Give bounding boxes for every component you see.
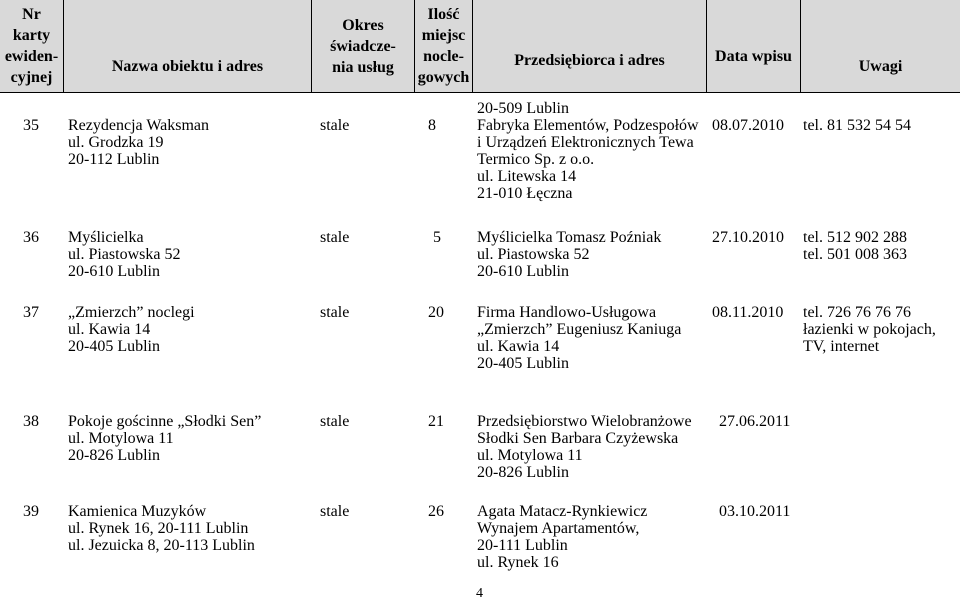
- object-address-line: ul. Piastowska 52: [68, 246, 181, 263]
- row-39-date: 03.10.2011: [719, 503, 791, 520]
- row-38-name: [68, 413, 261, 464]
- header-notes: Uwagi: [858, 58, 903, 75]
- entrepreneur-line: ul. Kawia 14: [477, 338, 560, 355]
- entrepreneur-line: Myślicielka Tomasz Poźniak: [477, 229, 662, 246]
- object-address-line: ul. Rynek 16, 20-111 Lublin: [68, 520, 249, 537]
- column-divider: [800, 0, 801, 92]
- header-entry-date: Data wpisu: [715, 48, 792, 65]
- entrepreneur-line: Agata Matacz-Rynkiewicz: [477, 503, 648, 520]
- row-36-entrepreneur: [477, 229, 661, 280]
- row-39-entrepreneur: [477, 503, 647, 571]
- row-37-date: 08.11.2010: [712, 304, 784, 321]
- row-37-entrepreneur: [477, 304, 681, 372]
- row-36-name: [68, 229, 180, 280]
- object-address-line: 20-826 Lublin: [68, 447, 160, 464]
- header-beds-line: miejsc: [421, 27, 466, 44]
- notes-line: tel. 512 902 288: [803, 229, 907, 246]
- row-36-beds: 5: [433, 229, 441, 246]
- entrepreneur-line: ul. Rynek 16: [477, 554, 559, 571]
- notes-line: TV, internet: [803, 338, 880, 355]
- header-card-no-line: cyjnej: [10, 69, 53, 86]
- row-36-no: 36: [23, 229, 39, 246]
- entrepreneur-line: Wynajem Apartamentów,: [477, 520, 640, 537]
- object-address-line: ul. Grodzka 19: [68, 134, 164, 151]
- object-address-line: 20-405 Lublin: [68, 338, 160, 355]
- notes-line: tel. 501 008 363: [803, 246, 907, 263]
- object-address-line: ul. Kawia 14: [68, 321, 151, 338]
- table-header: [0, 0, 960, 92]
- entrepreneur-line: Przedsiębiorstwo Wielobranżowe: [477, 413, 692, 430]
- object-address-line: 20-112 Lublin: [68, 151, 160, 168]
- entrepreneur-line: Termico Sp. z o.o.: [477, 151, 595, 168]
- header-beds-line: nocle-: [423, 48, 464, 65]
- header-beds-line: gowych: [417, 69, 470, 86]
- header-card-no-line: Nr: [22, 6, 41, 23]
- header-beds-line: Ilość: [427, 6, 460, 23]
- entrepreneur-line: 20-610 Lublin: [477, 263, 569, 280]
- object-name: Pokoje gościnne „Słodki Sen”: [68, 413, 262, 430]
- row-38-entrepreneur: [477, 413, 692, 481]
- row-39-period: stale: [320, 503, 350, 520]
- entrepreneur-line: ul. Piastowska 52: [477, 246, 590, 263]
- entrepreneur-line: 20-111 Lublin: [477, 537, 568, 554]
- row-38-date: 27.06.2011: [719, 413, 791, 430]
- object-name: „Zmierzch” noclegi: [68, 304, 195, 321]
- row-37-no: 37: [23, 304, 39, 321]
- row-35-name: [68, 117, 209, 168]
- notes-line: łazienki w pokojach,: [803, 321, 936, 338]
- row-35-entrepreneur: [477, 100, 699, 202]
- notes-line: tel. 726 76 76 76: [803, 304, 911, 321]
- row-39-beds: 26: [428, 503, 444, 520]
- entrepreneur-line: „Zmierzch” Eugeniusz Kaniuga: [477, 321, 682, 338]
- row-37-beds: 20: [428, 304, 444, 321]
- object-address-line: ul. Motylowa 11: [68, 430, 174, 447]
- entrepreneur-line: Fabryka Elementów, Podzespołów: [477, 117, 699, 134]
- row-39-no: 39: [23, 503, 39, 520]
- header-card-no: [0, 4, 63, 88]
- entrepreneur-line: Firma Handlowo-Usługowa: [477, 304, 657, 321]
- entrepreneur-line: 20-509 Lublin: [477, 100, 569, 117]
- header-service-period-line: nia usług: [332, 59, 394, 76]
- row-37-notes: [803, 304, 936, 355]
- header-service-period-line: świadcze-: [330, 38, 396, 55]
- row-36-date: 27.10.2010: [712, 229, 784, 246]
- object-name: Rezydencja Waksman: [68, 117, 210, 134]
- row-35-period: stale: [320, 117, 350, 134]
- row-38-beds: 21: [428, 413, 444, 430]
- header-card-no-line: ewiden-: [4, 48, 59, 65]
- row-35-no: 35: [23, 117, 39, 134]
- header-beds: [415, 4, 472, 88]
- header-service-period-line: Okres: [342, 17, 384, 34]
- header-card-no-line: karty: [12, 27, 51, 44]
- row-35-beds: 8: [428, 117, 436, 134]
- entrepreneur-line: ul. Litewska 14: [477, 168, 577, 185]
- row-37-period: stale: [320, 304, 350, 321]
- column-divider: [472, 0, 473, 92]
- notes-line: tel. 81 532 54 54: [803, 117, 911, 134]
- entrepreneur-line: 20-405 Lublin: [477, 355, 569, 372]
- header-bottom-rule: [0, 92, 960, 93]
- row-36-notes: [803, 229, 907, 263]
- row-38-no: 38: [23, 413, 39, 430]
- row-38-period: stale: [320, 413, 350, 430]
- object-name: Kamienica Muzyków: [68, 503, 207, 520]
- row-37-name: [68, 304, 195, 355]
- entrepreneur-line: i Urządzeń Elektronicznych Tewa: [477, 134, 694, 151]
- row-35-notes: [803, 117, 911, 134]
- header-name-address: Nazwa obiektu i adres: [111, 58, 264, 75]
- object-address-line: ul. Jezuicka 8, 20-113 Lublin: [68, 537, 255, 554]
- object-address-line: 20-610 Lublin: [68, 263, 160, 280]
- column-divider: [63, 0, 64, 92]
- row-35-date: 08.07.2010: [712, 117, 784, 134]
- entrepreneur-line: 20-826 Lublin: [477, 464, 569, 481]
- row-39-name: [68, 503, 255, 554]
- page-number: 4: [476, 586, 483, 601]
- header-entrepreneur: Przedsiębiorca i adres: [514, 52, 665, 69]
- entrepreneur-line: Słodki Sen Barbara Czyżewska: [477, 430, 679, 447]
- entrepreneur-line: ul. Motylowa 11: [477, 447, 583, 464]
- row-36-period: stale: [320, 229, 350, 246]
- entrepreneur-line: 21-010 Łęczna: [477, 185, 573, 202]
- object-name: Myślicielka: [68, 229, 144, 246]
- header-service-period: [312, 15, 414, 78]
